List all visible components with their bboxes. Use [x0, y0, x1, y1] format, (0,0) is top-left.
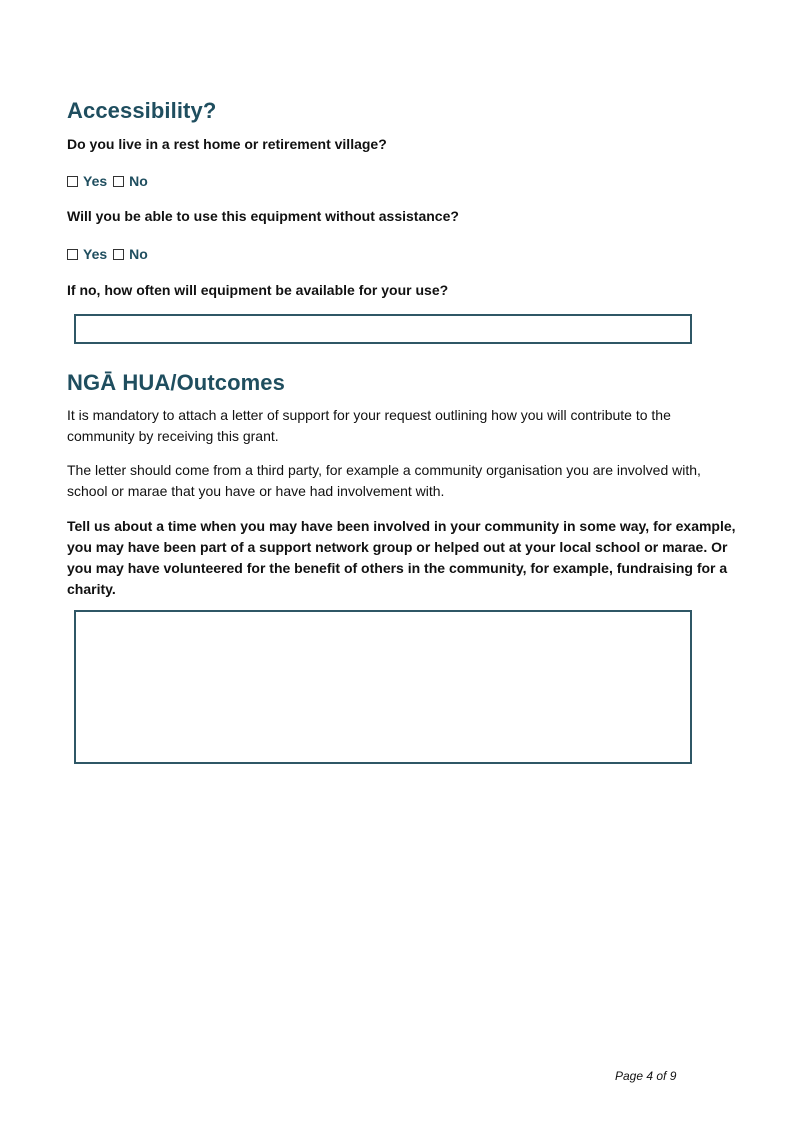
outcomes-paragraph-1: It is mandatory to attach a letter of support for your request outlining how you will contribute to the community by receiving this grant.	[67, 407, 671, 444]
rest-home-options	[67, 173, 154, 189]
page-number: Page 4 of 9	[615, 1069, 677, 1083]
assistance-no-option[interactable]	[113, 246, 148, 262]
accessibility-heading: Accessibility?	[67, 98, 217, 123]
outcomes-paragraph-2: The letter should come from a third party, for example a community organisation you are involved with, school or marae that you have or have had involvement with.	[67, 462, 701, 499]
outcomes-heading: NGĀ HUA/Outcomes	[67, 370, 285, 395]
assistance-yes-label: Yes	[83, 246, 108, 262]
assistance-yes-checkbox[interactable]	[67, 249, 78, 260]
community-involvement-field[interactable]	[74, 610, 692, 764]
rest-home-no-option[interactable]	[113, 173, 148, 189]
rest-home-yes-option[interactable]	[67, 173, 107, 189]
assistance-no-checkbox[interactable]	[113, 249, 124, 260]
rest-home-no-checkbox[interactable]	[113, 176, 124, 187]
availability-field[interactable]	[74, 314, 692, 344]
assistance-yes-option[interactable]	[67, 246, 107, 262]
availability-question: If no, how often will equipment be available for your use?	[67, 282, 449, 298]
rest-home-yes-checkbox[interactable]	[67, 176, 78, 187]
rest-home-question: Do you live in a rest home or retirement village?	[67, 136, 387, 152]
assistance-no-label: No	[129, 246, 148, 262]
assistance-question: Will you be able to use this equipment without assistance?	[67, 208, 459, 224]
community-involvement-prompt: Tell us about a time when you may have been involved in your community in some way, for example, you may have been part of a support network group or helped out at your local school or marae. Or you may have volunteered for the benefit of others in the community, for example, fundraising for a charity.	[67, 518, 736, 597]
rest-home-yes-label: Yes	[83, 173, 108, 189]
assistance-options	[67, 246, 154, 262]
rest-home-no-label: No	[129, 173, 148, 189]
